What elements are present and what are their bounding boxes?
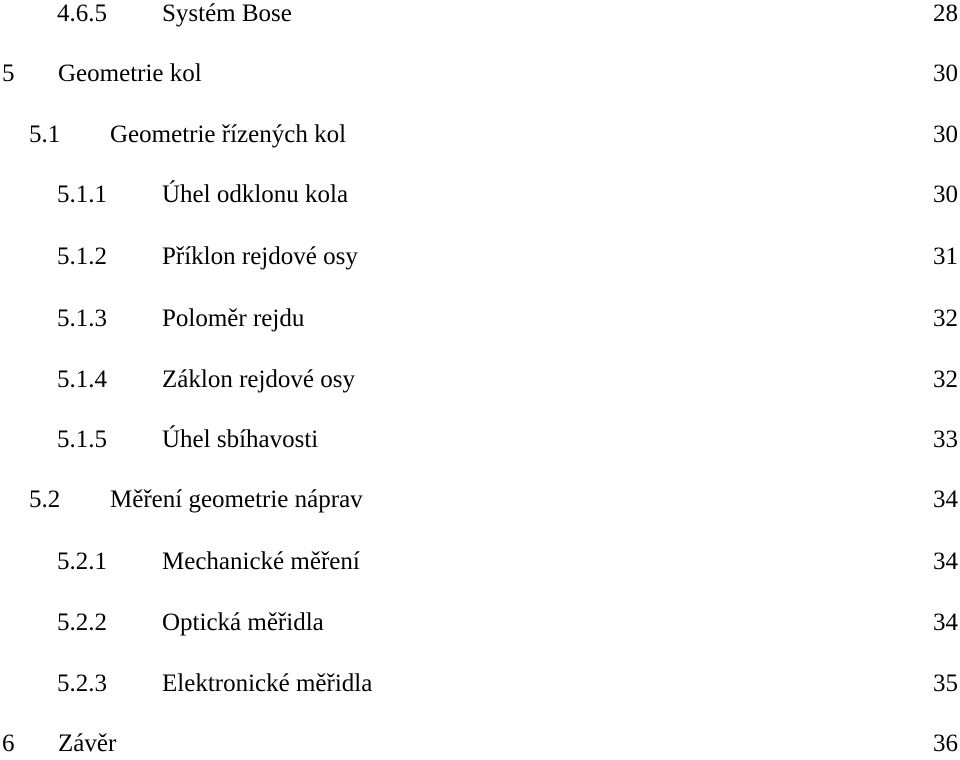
- toc-entry-5-1-1[interactable]: [0, 179, 960, 211]
- toc-entry-title: Poloměr rejdu: [162, 305, 305, 332]
- toc-entry-title: Měření geometrie náprav: [110, 486, 363, 513]
- toc-entry-number: 5: [2, 60, 15, 87]
- toc-entry-title: Záklon rejdové osy: [162, 366, 356, 393]
- toc-entry-5-1-3[interactable]: [0, 303, 960, 335]
- toc-entry-title: Optická měřidla: [162, 609, 324, 636]
- toc-entry-page: 32: [933, 305, 958, 332]
- toc-entry-title: Systém Bose: [162, 0, 292, 27]
- toc-entry-5-2-3[interactable]: [0, 668, 960, 700]
- toc-entry-number: 5.1.4: [57, 366, 107, 393]
- toc-entry-page: 33: [933, 426, 958, 453]
- toc-entry-number: 5.2.3: [57, 670, 107, 697]
- toc-entry-number: 5.2.2: [57, 609, 107, 636]
- toc-entry-page: 30: [933, 60, 958, 87]
- toc-entry-page: 36: [933, 730, 958, 757]
- toc-entry-page: 32: [933, 366, 958, 393]
- toc-entry-title: Mechanické měření: [162, 548, 360, 575]
- toc-entry-5-2-1[interactable]: [0, 546, 960, 578]
- toc-entry-page: 35: [933, 670, 958, 697]
- toc-entry-title: Závěr: [58, 730, 117, 757]
- toc-entry-title: Geometrie kol: [58, 60, 202, 87]
- toc-entry-number: 5.1.3: [57, 305, 107, 332]
- toc-entry-title: Geometrie řízených kol: [110, 121, 347, 148]
- toc-entry-page: 30: [933, 181, 958, 208]
- toc-entry-number: 5.2.1: [57, 548, 107, 575]
- toc-entry-number: 5.1.2: [57, 243, 107, 270]
- toc-entry-page: 28: [933, 0, 958, 27]
- toc-entry-number: 4.6.5: [57, 0, 107, 27]
- toc-entry-page: 34: [933, 548, 958, 575]
- toc-entry-title: Elektronické měřidla: [162, 670, 373, 697]
- toc-entry-number: 6: [2, 730, 15, 757]
- toc-entry-5-2[interactable]: [0, 484, 960, 516]
- toc-entry-title: Úhel odklonu kola: [162, 181, 349, 208]
- toc-entry-page: 30: [933, 121, 958, 148]
- toc-entry-title: Úhel sbíhavosti: [162, 426, 319, 453]
- toc-entry-5-1-4[interactable]: [0, 364, 960, 396]
- toc-entry-number: 5.2: [29, 486, 61, 513]
- toc-entry-4-6-5[interactable]: [0, 0, 960, 30]
- toc-entry-page: 34: [933, 609, 958, 636]
- toc-entry-5[interactable]: [0, 58, 960, 90]
- toc-entry-5-1-2[interactable]: [0, 241, 960, 273]
- toc-entry-5-2-2[interactable]: [0, 607, 960, 639]
- toc-entry-5-1[interactable]: [0, 119, 960, 151]
- toc-entry-5-1-5[interactable]: [0, 424, 960, 456]
- toc-entry-number: 5.1.1: [57, 181, 107, 208]
- toc-entry-page: 34: [933, 486, 958, 513]
- toc-entry-number: 5.1: [29, 121, 61, 148]
- toc-entry-page: 31: [933, 243, 958, 270]
- toc-entry-number: 5.1.5: [57, 426, 107, 453]
- toc-entry-title: Příklon rejdové osy: [162, 243, 358, 270]
- toc-entry-6[interactable]: [0, 728, 960, 760]
